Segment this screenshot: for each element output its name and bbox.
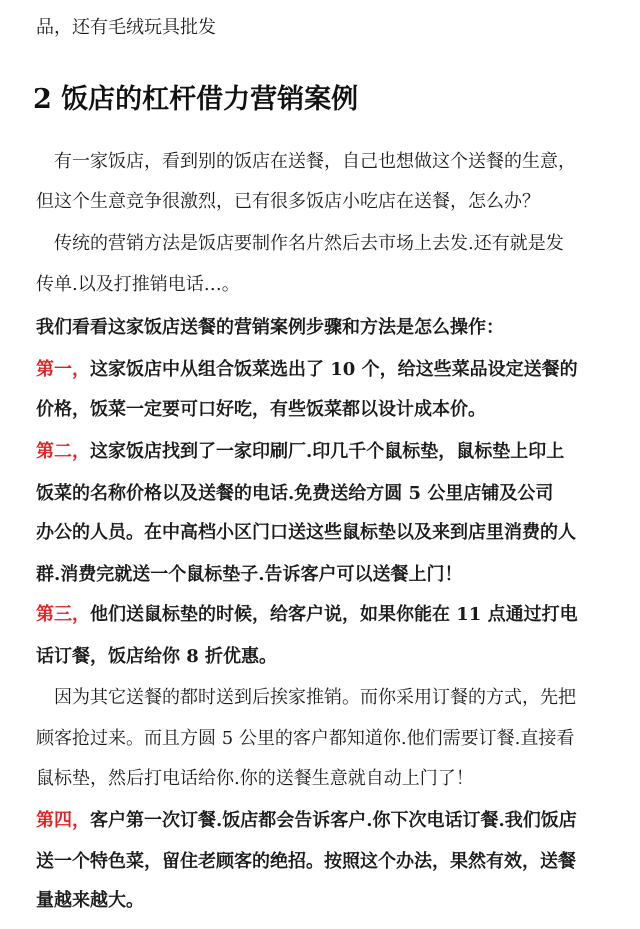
- steps-intro-heading: 我们看看这家饭店送餐的营销案例步骤和方法是怎么操作：: [36, 317, 504, 338]
- step-2-label: 第二，: [36, 441, 90, 462]
- paragraph-3-line-1: 因为其它送餐的都时送到后挨家推销。而你采用订餐的方式，先把: [54, 687, 576, 708]
- step-4-line-3: 量越来越大。: [36, 890, 144, 911]
- step-2-line-3: 办公的人员。在中高档小区门口送这些鼠标垫以及来到店里消费的人: [36, 522, 576, 543]
- step-2-line-4: 群.消费完就送一个鼠标垫子.告诉客户可以送餐上门！: [36, 564, 463, 585]
- step-3-line-2: 话订餐，饭店给你 8 折优惠。: [36, 646, 278, 667]
- section-heading: 2 饭店的杠杆借力营销案例: [33, 84, 359, 115]
- paragraph-1-line-1: 有一家饭店，看到别的饭店在送餐，自己也想做这个送餐的生意，: [54, 151, 576, 172]
- step-1-line-1: [36, 358, 616, 382]
- paragraph-3-line-2: 顾客抢过来。而且方圆 5 公里的客户都知道你.他们需要订餐.直接看: [36, 728, 575, 749]
- step-1-label: 第一，: [36, 359, 90, 380]
- step-2-line-2: 饭菜的名称价格以及送餐的电话.免费送给方圆 5 公里店铺及公司: [36, 483, 554, 504]
- step-2-line-1: [36, 440, 616, 464]
- prev-paragraph-tail: 品，还有毛绒玩具批发: [36, 17, 216, 38]
- paragraph-2-line-1: 传统的营销方法是饭店要制作名片然后去市场上去发.还有就是发: [54, 233, 564, 254]
- step-4-label: 第四，: [36, 810, 90, 831]
- paragraph-2-line-2: 传单.以及打推销电话…。: [36, 274, 240, 295]
- step-3-text-1: 他们送鼠标垫的时候，给客户说，如果你能在 11 点通过打电: [90, 604, 578, 625]
- step-4-line-2: 送一个特色菜，留住老顾客的绝招。按照这个办法，果然有效，送餐: [36, 851, 576, 872]
- step-4-text-1: 客户第一次订餐.饭店都会告诉客户.你下次电话订餐.我们饭店: [90, 810, 577, 831]
- step-1-text-1: 这家饭店中从组合饭菜选出了 10 个，给这些菜品设定送餐的: [90, 359, 578, 380]
- step-3-label: 第三，: [36, 604, 90, 625]
- step-3-line-1: [36, 603, 616, 627]
- paragraph-3-line-3: 鼠标垫，然后打电话给你.你的送餐生意就自动上门了！: [36, 768, 474, 789]
- step-4-line-1: [36, 809, 616, 833]
- step-1-line-2: 价格，饭菜一定要可口好吃，有些饭菜都以设计成本价。: [36, 399, 486, 420]
- step-2-text-1: 这家饭店找到了一家印刷厂.印几千个鼠标垫，鼠标垫上印上: [90, 441, 565, 462]
- paragraph-1-line-2: 但这个生意竞争很激烈，已有很多饭店小吃店在送餐，怎么办？: [36, 191, 540, 212]
